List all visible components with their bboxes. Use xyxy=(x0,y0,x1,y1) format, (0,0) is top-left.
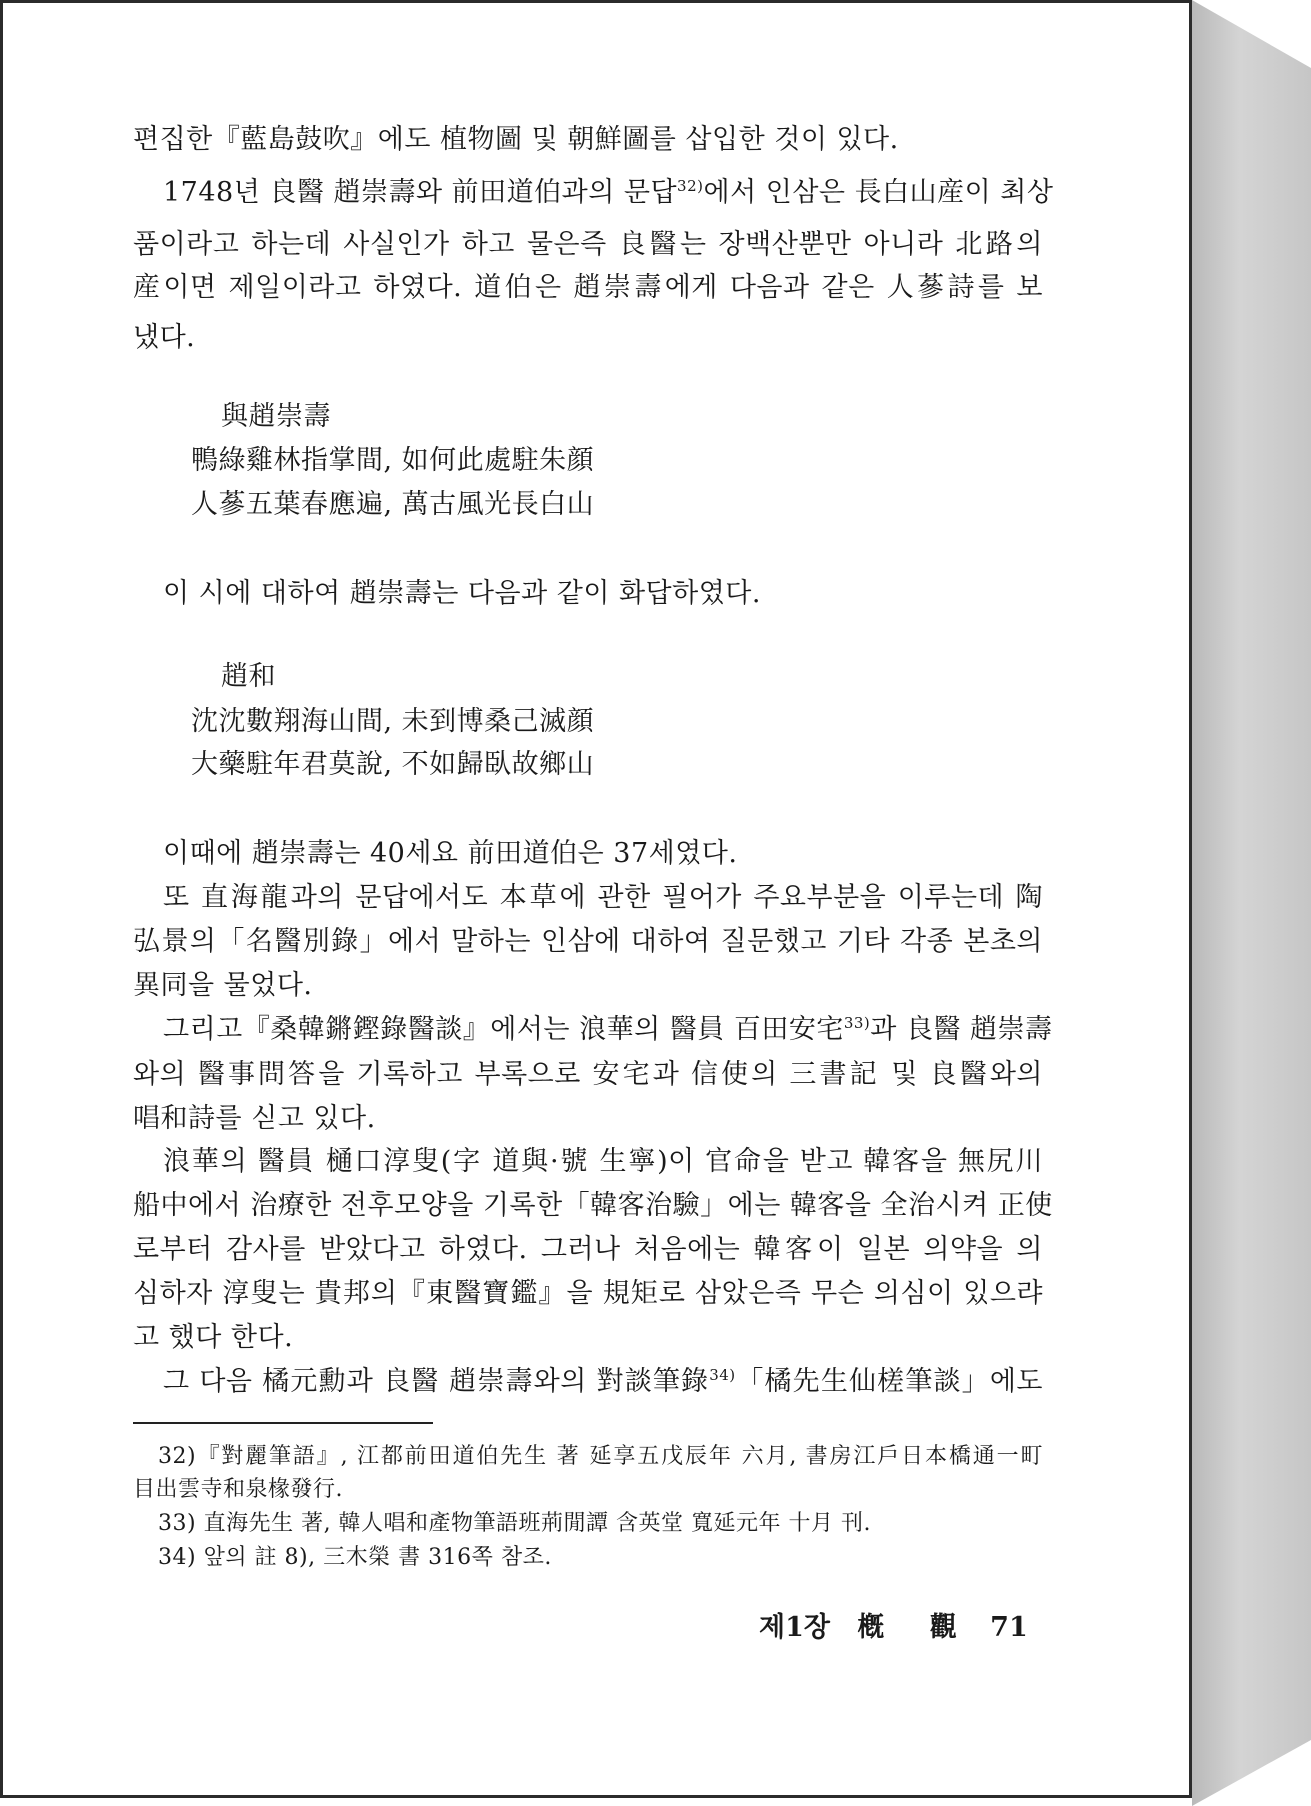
text-segment: 1748년 良醫 趙崇壽와 前田道伯과의 문답 xyxy=(163,177,678,208)
paragraph-line xyxy=(163,176,1054,210)
footnote-divider xyxy=(133,1422,433,1424)
poem-title: 趙和 xyxy=(221,661,276,692)
footnote: 33) 直海先生 著, 韓人唱和產物筆語班荊閒譚 含英堂 寬延元年 十月 刊. xyxy=(158,1511,872,1536)
poem-line: 鴨綠雞林指掌間, 如何此處駐朱顔 xyxy=(191,445,595,476)
paragraph-line: 異同을 물었다. xyxy=(133,970,313,1001)
page-number: 71 xyxy=(990,1612,1028,1643)
footnote-marker: 33) xyxy=(843,1014,871,1032)
chapter-label: 제1장 xyxy=(759,1612,830,1643)
footnote: 目出雲寺和泉椽發行. xyxy=(133,1477,343,1502)
poem-line: 人蔘五葉春應遍, 萬古風光長白山 xyxy=(191,489,595,520)
running-footer xyxy=(759,1605,1028,1644)
text-segment: 그리고『桑韓鏘鏗錄醫談』에서는 浪華의 醫員 百田安宅 xyxy=(163,1014,844,1045)
paragraph-line: 심하자 淳叟는 貴邦의『東醫寶鑑』을 規矩로 삼았은즉 무슨 의심이 있으랴 xyxy=(133,1278,1043,1309)
poem-title: 與趙崇壽 xyxy=(221,401,331,432)
poem-line: 沈沈數翔海山間, 未到博桑己滅顔 xyxy=(191,706,595,737)
paragraph-line: 唱和詩를 싣고 있다. xyxy=(133,1103,376,1134)
paragraph-line: 이때에 趙崇壽는 40세요 前田道伯은 37세였다. xyxy=(163,838,738,869)
paragraph-line: 弘景의「名醫別錄」에서 말하는 인삼에 대하여 질문했고 기타 각종 본초의 xyxy=(133,926,1043,957)
text-segment: 그 다음 橘元勳과 良醫 趙崇壽와의 對談筆錄 xyxy=(163,1366,710,1397)
chapter-title-char: 觀 xyxy=(929,1612,957,1643)
paragraph-line: 浪華의 醫員 樋口淳叟(字 道與·號 生寧)이 官命을 받고 韓客을 無尻川 xyxy=(163,1146,1043,1177)
chapter-title-char: 槪 xyxy=(857,1612,885,1643)
paragraph-line: 품이라고 하는데 사실인가 하고 물은즉 良醫는 장백산뿐만 아니라 北路의 xyxy=(133,229,1043,260)
paragraph-line: 와의 醫事問答을 기록하고 부록으로 安宅과 信使의 三書記 및 良醫와의 xyxy=(133,1059,1043,1090)
text-segment: 에서 인삼은 長白山産이 최상 xyxy=(703,177,1054,208)
paragraph-line: 편집한『藍島鼓吹』에도 植物圖 및 朝鮮圖를 삽입한 것이 있다. xyxy=(133,124,899,155)
text-segment: 과 良醫 趙崇壽 xyxy=(870,1014,1053,1045)
footnote: 32)『對麗筆語』, 江都前田道伯先生 著 延享五戊辰年 六月, 書房江戶日本橋通一町 xyxy=(158,1444,1043,1469)
paragraph-line: 고 했다 한다. xyxy=(133,1322,294,1353)
footnote-marker: 34) xyxy=(709,1366,736,1384)
book-edge xyxy=(1192,0,1311,1806)
paragraph-line: 産이면 제일이라고 하였다. 道伯은 趙崇壽에게 다음과 같은 人蔘詩를 보 xyxy=(133,272,1043,303)
paragraph-line: 냈다. xyxy=(133,322,196,353)
footnote: 34) 앞의 註 8), 三木榮 書 316쪽 참조. xyxy=(158,1545,552,1570)
text-segment: 「橘先生仙槎筆談」에도 xyxy=(735,1366,1043,1397)
paragraph-line: 로부터 감사를 받았다고 하였다. 그러나 처음에는 韓客이 일본 의약을 의 xyxy=(133,1234,1043,1265)
poem-line: 大藥駐年君莫說, 不如歸臥故鄉山 xyxy=(191,749,595,780)
paragraph-line: 이 시에 대하여 趙崇壽는 다음과 같이 화답하였다. xyxy=(163,578,761,609)
paragraph-line: 船中에서 治療한 전후모양을 기록한「韓客治驗」에는 韓客을 全治시켜 正使 xyxy=(133,1190,1053,1221)
paragraph-line xyxy=(163,1013,1053,1047)
footnote-marker: 32) xyxy=(677,177,704,195)
paragraph-line: 또 直海龍과의 문답에서도 本草에 관한 필어가 주요부분을 이루는데 陶 xyxy=(163,882,1043,913)
paragraph-line xyxy=(163,1365,1043,1399)
